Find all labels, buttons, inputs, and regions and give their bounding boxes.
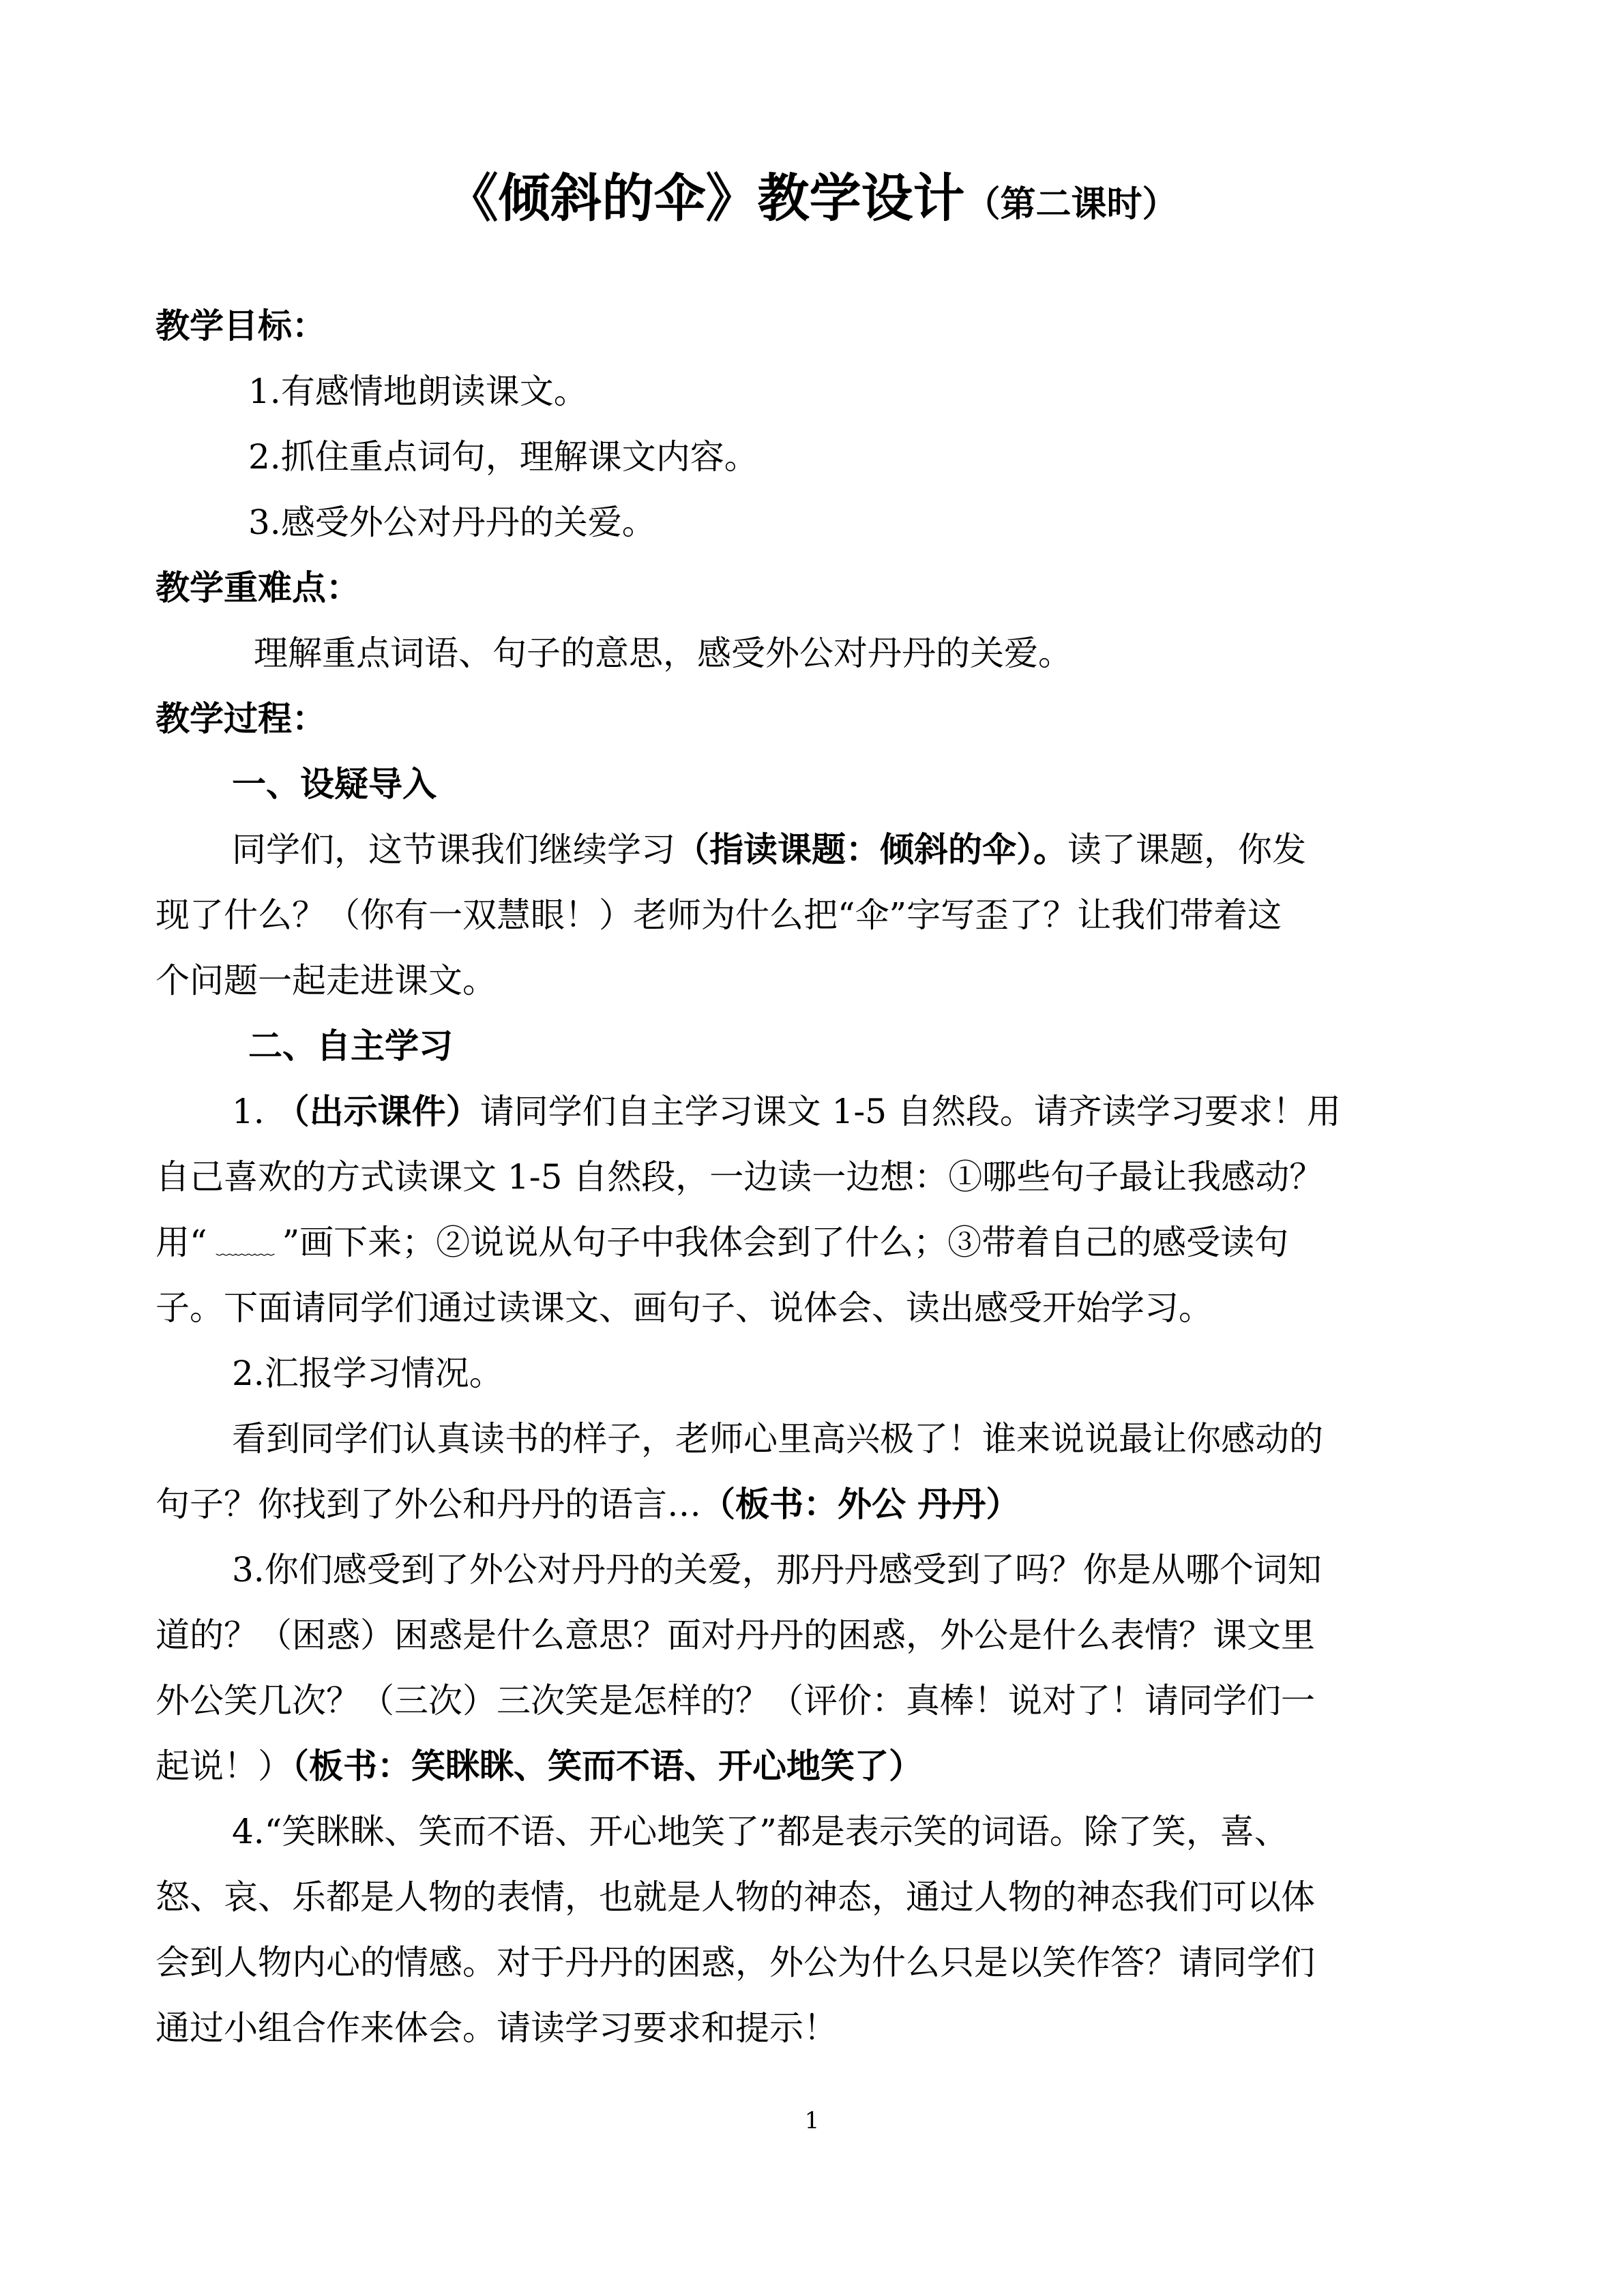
part1-line: 个问题一起走进课文。 (156, 961, 497, 1000)
p1-line: 自己喜欢的方式读课文 1-5 自然段，一边读一边想：①哪些句子最让我感动？ (156, 1157, 1324, 1197)
part2-heading: 二、自主学习 (248, 1026, 453, 1066)
p3-line: 句子？你找到了外公和丹丹的语言…（板书：外公 丹丹） (156, 1485, 1020, 1524)
objective-item: 3.感受外公对丹丹的关爱。 (248, 503, 656, 542)
p2-line: 2.汇报学习情况。 (232, 1354, 503, 1393)
document-title (0, 157, 1624, 231)
p1-line: 1. （出示课件）请同学们自主学习课文 1-5 自然段。请齐读学习要求！用 (232, 1092, 1341, 1131)
p4-line: 3.你们感受到了外公对丹丹的关爱，那丹丹感受到了吗？你是从哪个词知 (232, 1550, 1322, 1590)
keypoints-text: 理解重点词语、句子的意思，感受外公对丹丹的关爱。 (254, 633, 1072, 673)
p5-line: 怒、哀、乐都是人物的表情，也就是人物的神态，通过人物的神态我们可以体 (156, 1877, 1315, 1917)
title-subtitle: （第二课时） (964, 184, 1178, 225)
process-heading: 教学过程： (156, 699, 326, 739)
p1-line: 子。下面请同学们通过读课文、画句子、说体会、读出感受开始学习。 (156, 1288, 1213, 1328)
p4-line: 外公笑几次？（三次）三次笑是怎样的？（评价：真棒！说对了！请同学们一 (156, 1681, 1315, 1720)
p5-line: 通过小组合作来体会。请读学习要求和提示！ (156, 2008, 838, 2048)
part1-emphasis: （指读课题：倾斜的伞）。 (675, 830, 1067, 869)
part1-line: 现了什么？（你有一双慧眼！）老师为什么把“伞”字写歪了？让我们带着这 (156, 895, 1282, 935)
keypoints-heading: 教学重难点： (156, 568, 360, 608)
title-main: 《倾斜的伞》教学设计 (446, 168, 965, 228)
part1-heading: 一、设疑导入 (232, 764, 437, 804)
p3-line: 看到同学们认真读书的样子，老师心里高兴极了！谁来说说最让你感动的 (232, 1419, 1323, 1459)
wavy-underline-mark: ﹏﹏﹏ (216, 1236, 274, 1259)
objective-item: 1.有感情地朗读课文。 (248, 372, 588, 411)
p1-emphasis: （出示课件） (275, 1092, 480, 1131)
p4-line: 起说！）（板书：笑眯眯、笑而不语、开心地笑了） (156, 1746, 923, 1786)
objectives-heading: 教学目标： (156, 306, 326, 346)
page-number: 1 (804, 2107, 820, 2134)
p1-line: 用“ ﹏﹏﹏ ”画下来；②说说从句子中我体会到了什么；③带着自己的感受读句 (156, 1221, 1486, 1270)
p5-line: 会到人物内心的情感。对于丹丹的困惑，外公为什么只是以笑作答？请同学们 (156, 1943, 1315, 1982)
p4-emphasis: （板书：笑眯眯、笑而不语、开心地笑了） (292, 1746, 923, 1786)
p5-line: 4.“笑眯眯、笑而不语、开心地笑了”都是表示笑的词语。除了笑，喜、 (232, 1812, 1288, 1851)
p3-emphasis: （板书：外公 丹丹） (701, 1485, 1020, 1524)
p4-line: 道的？（困惑）困惑是什么意思？面对丹丹的困惑，外公是什么表情？课文里 (156, 1615, 1315, 1655)
part1-line: 同学们，这节课我们继续学习（指读课题：倾斜的伞）。读了课题，你发 (232, 830, 1306, 869)
objective-item: 2.抓住重点词句，理解课文内容。 (248, 437, 758, 477)
